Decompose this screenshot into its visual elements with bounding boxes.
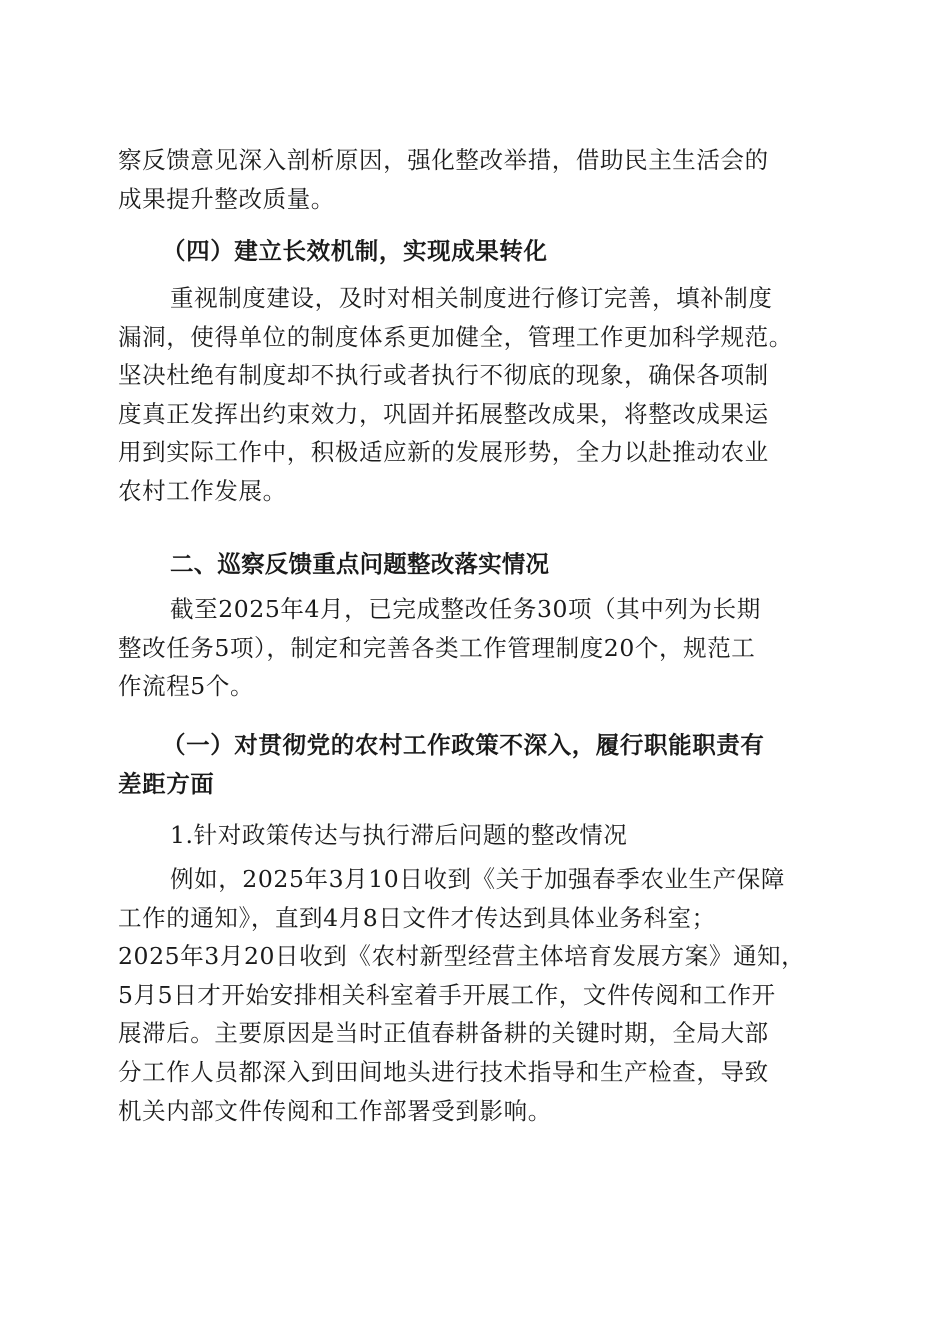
text-line: 农村工作发展。 [118, 476, 287, 505]
text-line: 察反馈意见深入剖析原因，强化整改举措，借助民主生活会的 [118, 146, 769, 174]
text-line: 坚决杜绝有制度却不执行或者执行不彻底的现象，确保各项制 [118, 361, 769, 390]
text-line: 展滞后。主要原因是当时正值春耕备耕的关键时期，全局大部 [118, 1019, 769, 1048]
text-line: （四）建立长效机制，实现成果转化 [162, 237, 548, 265]
text-line: 工作的通知》，直到4月8日文件才传达到具体业务科室； [118, 903, 716, 932]
paragraph-continuation [118, 141, 828, 218]
text-line: 作流程5个。 [118, 672, 255, 701]
text-line: 5月5日才开始安排相关科室着手开展工作，文件传阅和工作开 [118, 980, 776, 1009]
section-heading-four [118, 232, 828, 271]
text-line: 用到实际工作中，积极适应新的发展形势，全力以赴推动农业 [118, 438, 769, 467]
text-line: 整改任务5项），制定和完善各类工作管理制度20个，规范工 [118, 633, 756, 662]
text-line: 例如，2025年3月10日收到《关于加强春季农业生产保障 [170, 865, 785, 893]
paragraph-item-title [118, 816, 828, 855]
paragraph-system-building [118, 279, 828, 511]
text-line: （一）对贯彻党的农村工作政策不深入，履行职能职责有 [162, 731, 765, 759]
section-heading-one [118, 726, 828, 803]
paragraph-progress-summary [118, 590, 828, 706]
text-line: 漏洞，使得单位的制度体系更加健全，管理工作更加科学规范。 [118, 322, 793, 351]
paragraph-example [118, 860, 828, 1130]
text-line: 分工作人员都深入到田间地头进行技术指导和生产检查，导致 [118, 1057, 769, 1086]
text-line: 差距方面 [118, 769, 215, 798]
text-line: 2025年3月20日收到《农村新型经营主体培育发展方案》通知， [118, 942, 806, 971]
text-line: 二、巡察反馈重点问题整改落实情况 [170, 550, 550, 578]
text-line: 机关内部文件传阅和工作部署受到影响。 [118, 1096, 552, 1125]
text-line: 度真正发挥出约束效力，巩固并拓展整改成果，将整改成果运 [118, 399, 769, 428]
text-line: 重视制度建设，及时对相关制度进行修订完善，填补制度 [170, 284, 773, 312]
text-line: 成果提升整改质量。 [118, 184, 335, 213]
text-line: 截至2025年4月，已完成整改任务30项（其中列为长期 [170, 595, 761, 623]
section-heading-two [118, 545, 828, 584]
text-line: 1.针对政策传达与执行滞后问题的整改情况 [170, 821, 628, 849]
